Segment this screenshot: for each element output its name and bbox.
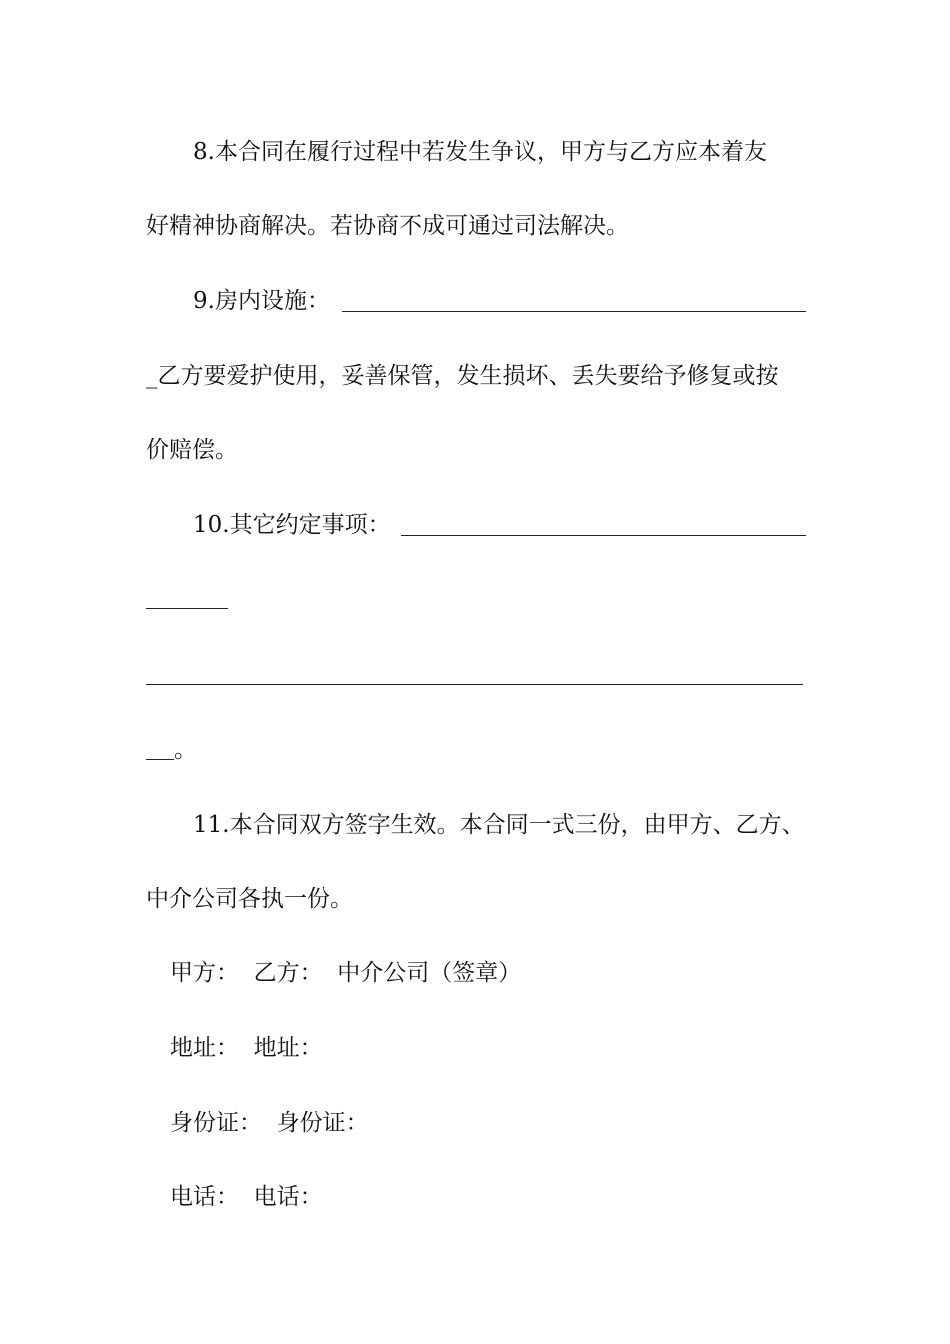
fill-in-blank-other-terms-3 — [146, 684, 803, 685]
fill-in-blank-other-terms-4 — [146, 759, 174, 760]
clause-8-line-2: 好精神协商解决。若协商不成可通过司法解决。 — [146, 213, 629, 239]
signature-address-row: 地址： 地址： — [170, 1035, 323, 1061]
signature-phone-row: 电话： 电话： — [170, 1184, 323, 1210]
clause-10-end: 。 — [174, 737, 197, 763]
clause-11-line-1: 11.本合同双方签字生效。本合同一式三份，由甲方、乙方、 — [193, 812, 805, 838]
clause-10-line-1: 10.其它约定事项： — [193, 512, 391, 538]
clause-11-line-2: 中介公司各执一份。 — [146, 886, 353, 912]
clause-9-line-3: 价赔偿。 — [146, 437, 238, 463]
signature-parties-row: 甲方： 乙方： 中介公司（签章） — [170, 960, 522, 986]
signature-id-card-row: 身份证： 身份证： — [170, 1110, 369, 1136]
fill-in-blank-other-terms-1 — [401, 535, 806, 536]
fill-in-blank-facilities — [342, 311, 806, 312]
clause-8-line-1: 8.本合同在履行过程中若发生争议，甲方与乙方应本着友 — [193, 139, 767, 165]
fill-in-blank-other-terms-2 — [146, 608, 228, 609]
clause-9-line-1: 9.房内设施： — [193, 288, 330, 314]
clause-9-line-2: _乙方要爱护使用，妥善保管，发生损坏、丢失要给予修复或按 — [146, 363, 779, 389]
